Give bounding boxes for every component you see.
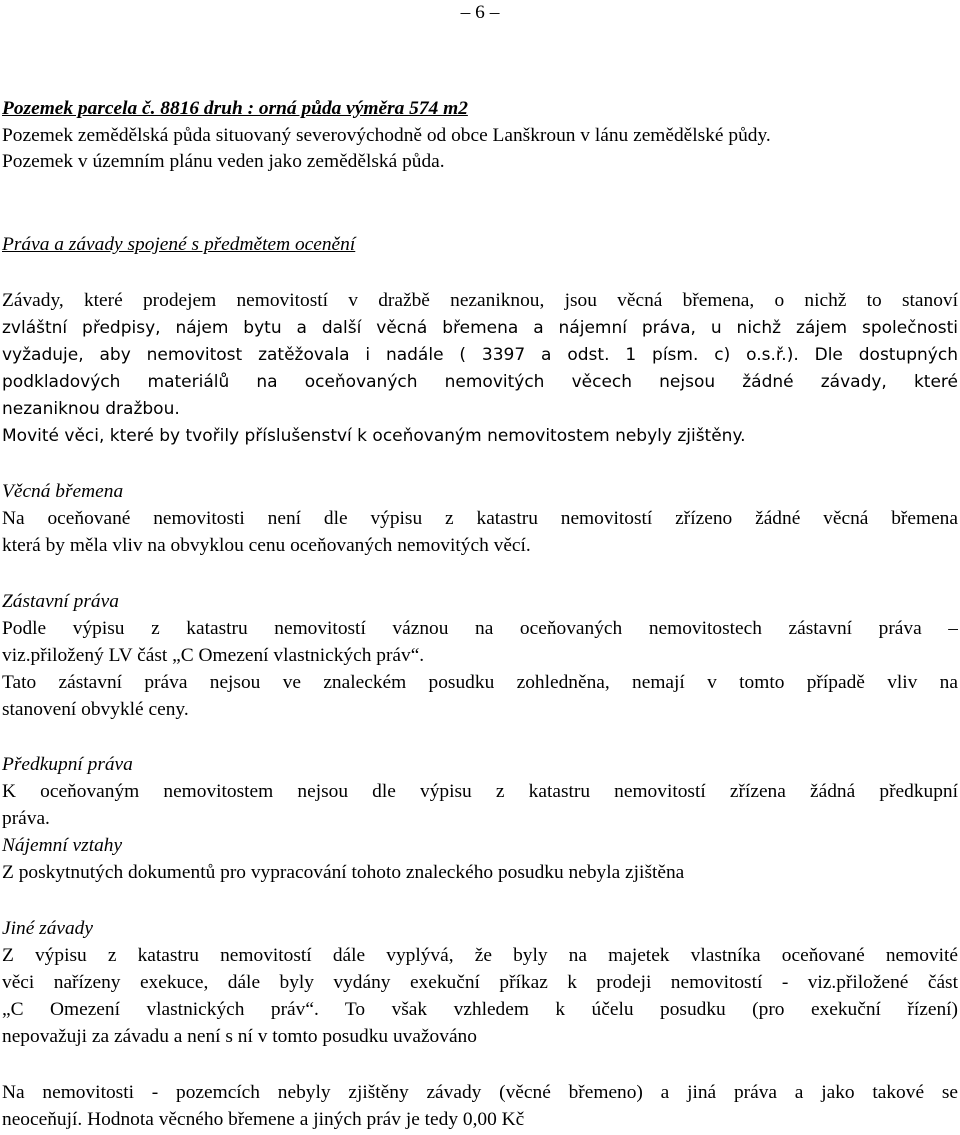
lease-line: Z poskytnutých dokumentů pro vypracování tohoto znaleckého posudku nebyla zjištěna	[2, 862, 685, 883]
other-line: „C Omezení vlastnických práv“. To však vzhledem k účelu posudku (pro exekuční řízení)	[2, 999, 958, 1020]
rights-paragraph-line: nezaniknou dražbou.	[2, 399, 180, 419]
preemption-heading: Předkupní práva	[2, 754, 133, 775]
liens-heading: Zástavní práva	[2, 591, 119, 612]
liens-line: Tato zástavní práva nejsou ve znaleckém posudku zohledněna, nemají v tomto případě vliv na	[2, 672, 958, 693]
conclusion-line: Na nemovitosti - pozemcích nebyly zjištěny závady (věcné břemeno) a jiná práva a jako takové se	[2, 1082, 958, 1103]
other-line: věci nařízeny exekuce, dále byly vydány exekuční příkaz k prodeji nemovitostí - viz.přiložené část	[2, 972, 958, 993]
parcel-heading: Pozemek parcela č. 8816 druh : orná půda výměra 574 m2	[2, 98, 468, 119]
rights-paragraph-line: podkladových materiálů na oceňovaných nemovitých věcech nejsou žádné závady, které	[2, 372, 958, 392]
preemption-line: K oceňovaným nemovitostem nejsou dle výpisu z katastru nemovitostí zřízena žádná předkupní	[2, 781, 958, 802]
easements-heading: Věcná břemena	[2, 481, 124, 502]
other-line: Z výpisu z katastru nemovitostí dále vyplývá, že byly na majetek vlastníka oceňované nemovité	[2, 945, 958, 966]
parcel-line-1: Pozemek zemědělská půda situovaný severovýchodně od obce Lanškroun v lánu zemědělské půdy.	[2, 125, 771, 146]
liens-line: stanovení obvyklé ceny.	[2, 699, 189, 720]
rights-paragraph-line: zvláštní předpisy, nájem bytu a další věcná břemena a nájemní práva, u nichž zájem společnosti	[2, 318, 958, 338]
other-heading: Jiné závady	[2, 918, 93, 939]
conclusion-line: neoceňují. Hodnota věcného břemene a jiných práv je tedy 0,00 Kč	[2, 1109, 525, 1130]
page-number: – 6 –	[460, 2, 500, 23]
rights-paragraph-line: Závady, které prodejem nemovitostí v dražbě nezaniknou, jsou věcná břemena, o nichž to stanoví	[2, 290, 958, 311]
easements-line: která by měla vliv na obvyklou cenu oceňovaných nemovitých věcí.	[2, 535, 531, 556]
rights-paragraph-line: vyžaduje, aby nemovitost zatěžovala i nadále ( 3397 a odst. 1 písm. c) o.s.ř.). Dle dostupných	[2, 345, 958, 365]
liens-line: Podle výpisu z katastru nemovitostí váznou na oceňovaných nemovitostech zástavní práva –	[2, 618, 958, 639]
lease-heading: Nájemní vztahy	[2, 835, 123, 856]
liens-line: viz.přiložený LV část „C Omezení vlastnických práv“.	[2, 645, 425, 666]
rights-heading: Práva a závady spojené s předmětem ocenění	[2, 234, 356, 255]
movables-line: Movité věci, které by tvořily příslušenství k oceňovaným nemovitostem nebyly zjištěny.	[2, 426, 746, 446]
easements-line: Na oceňované nemovitosti není dle výpisu z katastru nemovitostí zřízeno žádné věcná břemena	[2, 508, 958, 529]
other-line: nepovažuji za závadu a není s ní v tomto posudku uvažováno	[2, 1026, 477, 1047]
parcel-line-2: Pozemek v územním plánu veden jako zemědělská půda.	[2, 151, 445, 172]
preemption-line: práva.	[2, 808, 50, 829]
